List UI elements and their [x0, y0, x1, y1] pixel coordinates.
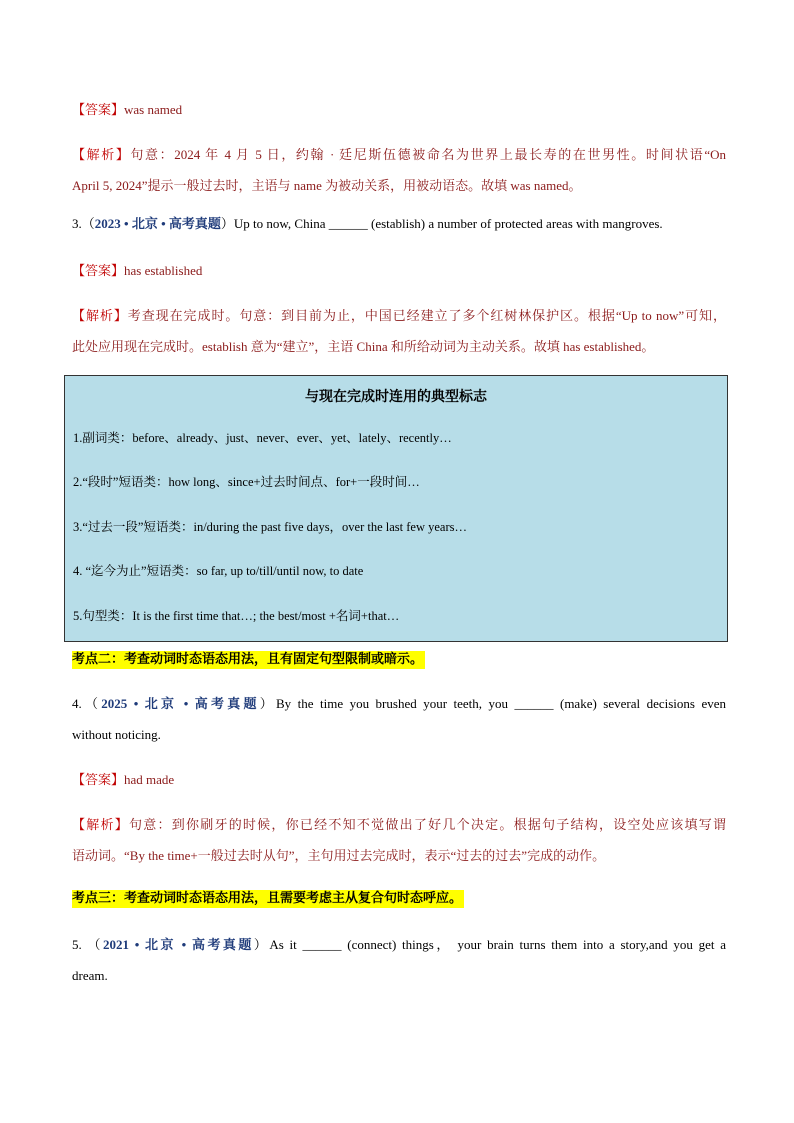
question-source: 2021 • 北京 • 高考真题: [102, 937, 254, 952]
question-number: 4.（: [72, 696, 102, 711]
q3-analysis-line2: 此处应用现在完成时。establish 意为“建立”，主语 China 和所给动词为主动关系。故填 has established。: [72, 339, 655, 354]
answer-text: had made: [124, 772, 175, 787]
q2-answer: [72, 101, 726, 119]
q5-stem-line2: dream.: [72, 968, 108, 983]
q2-analysis-line1: [72, 146, 726, 164]
q4-answer: [72, 771, 726, 789]
answer-tag: 【答案】: [72, 772, 125, 787]
analysis-tag: 【解析】: [72, 147, 131, 162]
tip-item: 2.“段时”短语类：how long、since+过去时间点、for+一段时间…: [73, 475, 420, 489]
question-source: 2025 • 北京 • 高考真题: [101, 696, 260, 711]
point-heading-3: 考点三：考查动词时态语态用法，且需要考虑主从复合句时态呼应。: [72, 891, 463, 906]
question-number: 5. （: [72, 937, 103, 952]
analysis-text: 句意：2024 年 4 月 5 日，约翰 · 廷尼斯伍德被命名为世界上最长寿的在世男性。时间状语“On: [130, 147, 726, 162]
analysis-tag: 【解析】: [72, 817, 129, 832]
q4-stem-line1: [72, 695, 726, 713]
question-text: By the time you brushed your teeth, you ______ (make) several decisions even: [275, 696, 726, 711]
point-heading-2: 考点二：考查动词时态语态用法，且有固定句型限制或暗示。: [72, 652, 424, 667]
answer-text: has established: [124, 263, 203, 278]
question-source: 2023 • 北京 • 高考真题: [94, 216, 221, 231]
answer-tag: 【答案】: [72, 263, 125, 278]
tip-item: 3.“过去一段”短语类：in/during the past five days，over the last few years…: [73, 520, 468, 534]
q2-analysis-line2: April 5, 2024”提示一般过去时，主语与 name 为被动关系，用被动语态。故填 was named。: [72, 178, 582, 193]
q4-analysis-line2: 语动词。“By the time+一般过去时从句”，主句用过去完成时，表示“过去的过去”完成的动作。: [72, 848, 606, 863]
analysis-text: 句意：到你刷牙的时候，你已经不知不觉做出了好几个决定。根据句子结构，设空处应该填写谓: [128, 817, 726, 832]
q3-stem: [72, 215, 726, 233]
source-close: ）: [259, 696, 276, 711]
source-close: ）: [220, 216, 234, 231]
analysis-text: 考查现在完成时。句意：到目前为止，中国已经建立了多个红树林保护区。根据“Up to now”可知，: [127, 308, 726, 323]
tip-item: 4. “迄今为止”短语类：so far, up to/till/until now, to date: [73, 564, 364, 578]
tip-item: 1.副词类：before、already、just、never、ever、yet、lately、recently…: [73, 431, 452, 445]
analysis-tag: 【解析】: [72, 308, 128, 323]
q4-analysis-line1: [72, 816, 726, 834]
question-text: Up to now, China ______ (establish) a number of protected areas with mangroves.: [233, 216, 663, 231]
tip-box: [64, 375, 728, 642]
q3-analysis-line1: [72, 307, 726, 325]
q5-stem-line1: [72, 936, 726, 954]
tip-item: 5.句型类：It is the first time that…; the best/most +名词+that…: [73, 609, 400, 623]
q3-answer: [72, 262, 726, 280]
question-text: As it ______ (connect) things， your brain turns them into a story,and you get a: [269, 937, 726, 952]
source-close: ）: [253, 937, 270, 952]
answer-tag: 【答案】: [72, 102, 125, 117]
q4-stem-line2: without noticing.: [72, 727, 161, 742]
tip-box-title: 与现在完成时连用的典型标志: [305, 389, 487, 405]
question-number: 3.（: [72, 216, 95, 231]
answer-text: was named: [124, 102, 183, 117]
